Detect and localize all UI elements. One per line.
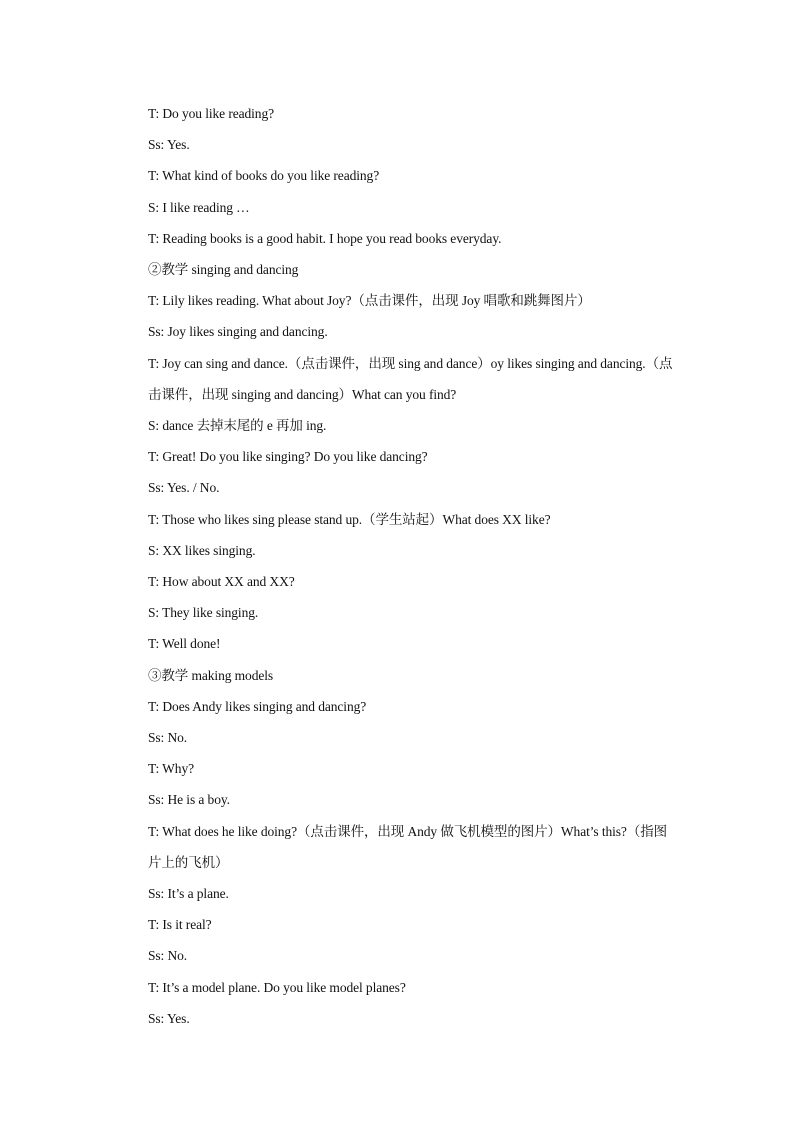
- dialogue-line: T: Joy can sing and dance.（点击课件，出现 sing and dance）oy likes singing and dancing.（点击课件，出现 singing and dancing）What can you find?: [148, 355, 673, 402]
- lesson-dialogue: [120, 98, 680, 1034]
- dialogue-line: S: dance 去掉末尾的 e 再加 ing.: [148, 418, 327, 434]
- dialogue-line: Ss: He is a boy.: [148, 792, 230, 808]
- dialogue-line: Ss: It’s a plane.: [148, 886, 229, 902]
- dialogue-line: S: They like singing.: [148, 605, 259, 621]
- dialogue-line: T: It’s a model plane. Do you like model planes?: [148, 979, 406, 995]
- dialogue-line: T: Does Andy likes singing and dancing?: [148, 698, 367, 714]
- dialogue-line: T: Lily likes reading. What about Joy?（点击课件，出现 Joy 唱歌和跳舞图片）: [148, 293, 591, 309]
- dialogue-line: Ss: No.: [148, 730, 188, 746]
- dialogue-line: S: XX likes singing.: [148, 542, 256, 558]
- dialogue-line: S: I like reading …: [148, 199, 250, 215]
- dialogue-line: T: Reading books is a good habit. I hope you read books everyday.: [148, 230, 502, 246]
- section-heading: ②教学 singing and dancing: [148, 262, 299, 278]
- section-heading: ③教学 making models: [148, 667, 274, 683]
- dialogue-line: T: Do you like reading?: [148, 106, 274, 121]
- dialogue-line: T: Those who likes sing please stand up.（学生站起）What does XX like?: [148, 511, 551, 527]
- dialogue-line: T: What kind of books do you like reading?: [148, 168, 380, 184]
- dialogue-line: T: Great! Do you like singing? Do you like dancing?: [148, 449, 428, 465]
- dialogue-line: Ss: No.: [148, 948, 188, 964]
- dialogue-line: Ss: Yes.: [148, 137, 190, 153]
- dialogue-line: Ss: Joy likes singing and dancing.: [148, 324, 328, 340]
- dialogue-line: T: What does he like doing?（点击课件，出现 Andy 做飞机模型的图片）What’s this?（指图片上的飞机）: [148, 823, 668, 870]
- dialogue-line: Ss: Yes. / No.: [148, 480, 220, 496]
- dialogue-line: T: How about XX and XX?: [148, 574, 295, 590]
- dialogue-line: Ss: Yes.: [148, 1010, 190, 1026]
- dialogue-line: T: Well done!: [148, 636, 221, 652]
- dialogue-line: T: Why?: [148, 761, 194, 777]
- dialogue-line: T: Is it real?: [148, 917, 212, 933]
